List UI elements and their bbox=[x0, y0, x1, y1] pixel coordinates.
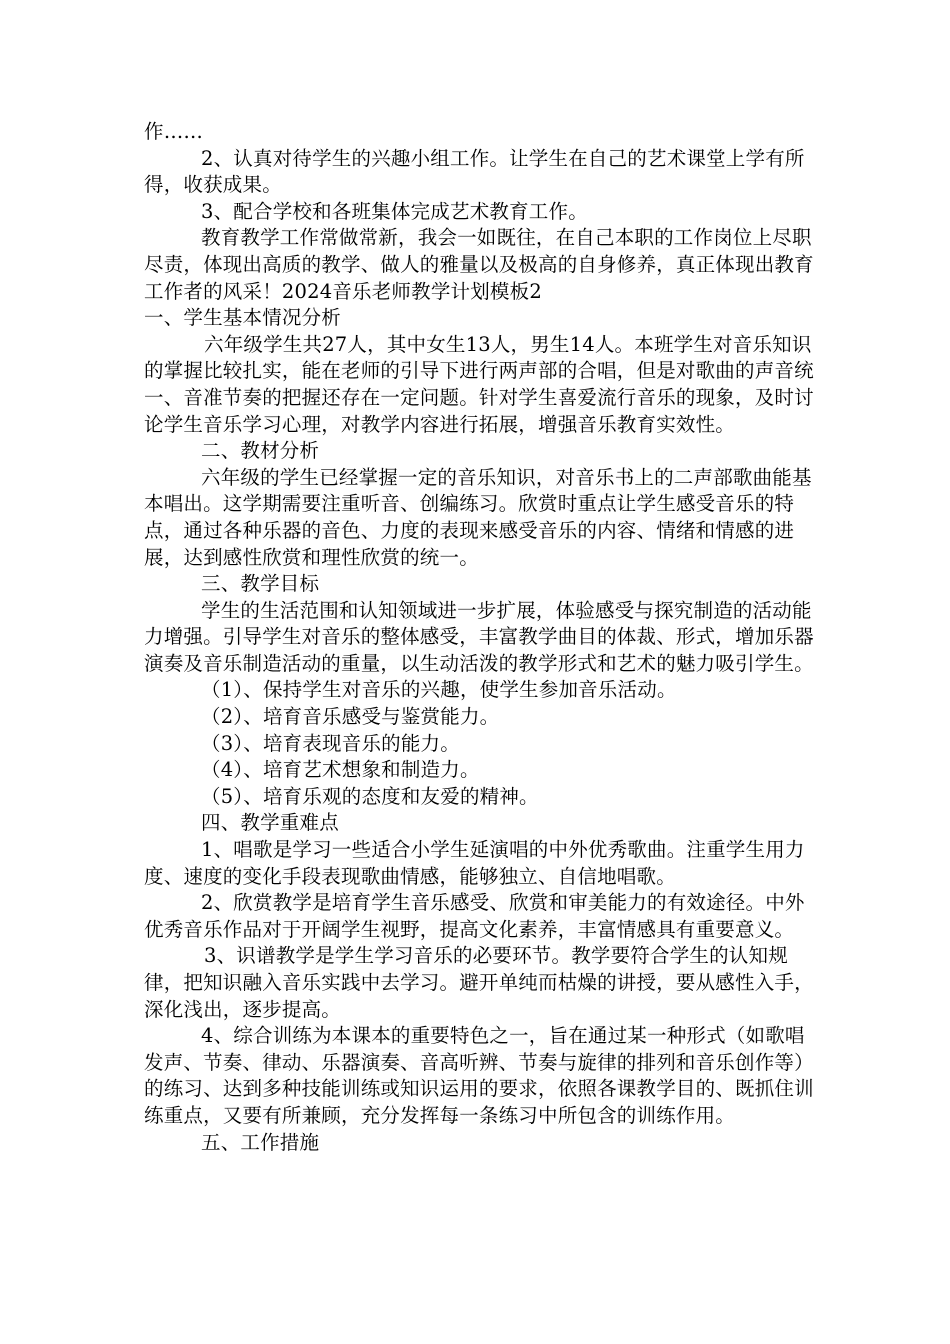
goal-item-5: （5）、培育乐观的态度和友爱的精神。 bbox=[201, 784, 539, 808]
heading-work-measures: 五、工作措施 bbox=[201, 1130, 320, 1154]
paragraph-student-analysis: 六年级学生共27人，其中女生13人，男生14人。本班学生对音乐知识的掌握比较扎实，能在老师的引导下进行两声部的合唱，但是对歌曲的声音统一、音准节奏的把握还存在一定问题。针对学生喜爱流行音乐的现象，及时讨论学生音乐学习心理，对教学内容进行拓展，增强音乐教育实效性。 bbox=[144, 332, 814, 436]
key-point-appreciation: 2、欣赏教学是培育学生音乐感受、欣赏和审美能力的有效途径。中外优秀音乐作品对于开阔学生视野，提高文化素养，丰富情感具有重要意义。 bbox=[144, 891, 805, 941]
goal-item-1: （1）、保持学生对音乐的兴趣，使学生参加音乐活动。 bbox=[201, 678, 677, 702]
key-point-training: 4、综合训练为本课本的重要特色之一，旨在通过某一种形式（如歌唱发声、节奏、律动、乐器演奏、音高听辨、节奏与旋律的排列和音乐创作等）的练习、达到多种技能训练或知识运用的要求，依照各课教学目的、既抓住训练重点，又要有所兼顾，充分发挥每一条练习中所包含的训练作用。 bbox=[144, 1024, 814, 1127]
heading-student-analysis: 一、学生基本情况分析 bbox=[144, 306, 342, 330]
goal-item-3: （3）、培育表现音乐的能力。 bbox=[201, 731, 460, 755]
paragraph-continuation: 作…… bbox=[144, 120, 204, 143]
goal-item-4: （4）、培育艺术想象和制造力。 bbox=[201, 758, 480, 782]
document-body bbox=[144, 119, 816, 1156]
paragraph-textbook-analysis: 六年级的学生已经掌握一定的音乐知识，对音乐书上的二声部歌曲能基本唱出。这学期需要注重听音、创编练习。欣赏时重点让学生感受音乐的特点，通过各种乐器的音色、力度的表现来感受音乐的内容、情绪和情感的进展，达到感性欣赏和理性欣赏的统一。 bbox=[144, 465, 812, 569]
heading-key-points: 四、教学重难点 bbox=[201, 811, 339, 835]
paragraph-interest-group: 2、认真对待学生的兴趣小组工作。让学生在自己的艺术课堂上学有所得，收获成果。 bbox=[144, 146, 805, 197]
goal-item-2: （2）、培育音乐感受与鉴赏能力。 bbox=[201, 705, 500, 729]
paragraph-teaching-goals: 学生的生活范围和认知领域进一步扩展，体验感受与探究制造的活动能力增强。引导学生对音乐的整体感受，丰富教学曲目的体裁、形式，增加乐器演奏及音乐制造活动的重量，以生动活泼的教学形式和艺术的魅力吸引学生。 bbox=[144, 598, 814, 675]
key-point-singing: 1、唱歌是学习一些适合小学生延演唱的中外优秀歌曲。注重学生用力度、速度的变化手段表现歌曲情感，能够独立、自信地唱歌。 bbox=[144, 838, 805, 888]
heading-teaching-goals: 三、教学目标 bbox=[201, 572, 320, 596]
paragraph-art-education: 3、配合学校和各班集体完成艺术教育工作。 bbox=[201, 199, 588, 223]
heading-textbook-analysis: 二、教材分析 bbox=[201, 439, 320, 463]
key-point-notation: 3、识谱教学是学生学习音乐的必要环节。教学要符合学生的认知规律，把知识融入音乐实践中去学习。避开单纯而枯燥的讲授，要从感性入手，深化浅出，逐步提高。 bbox=[144, 944, 814, 1021]
paragraph-conclusion: 教育教学工作常做常新，我会一如既往，在自己本职的工作岗位上尽职尽责，体现出高质的教学、做人的雅量以及极高的自身修养，真正体现出教育工作者的风采！2024音乐老师教学计划模板2 bbox=[144, 226, 814, 303]
